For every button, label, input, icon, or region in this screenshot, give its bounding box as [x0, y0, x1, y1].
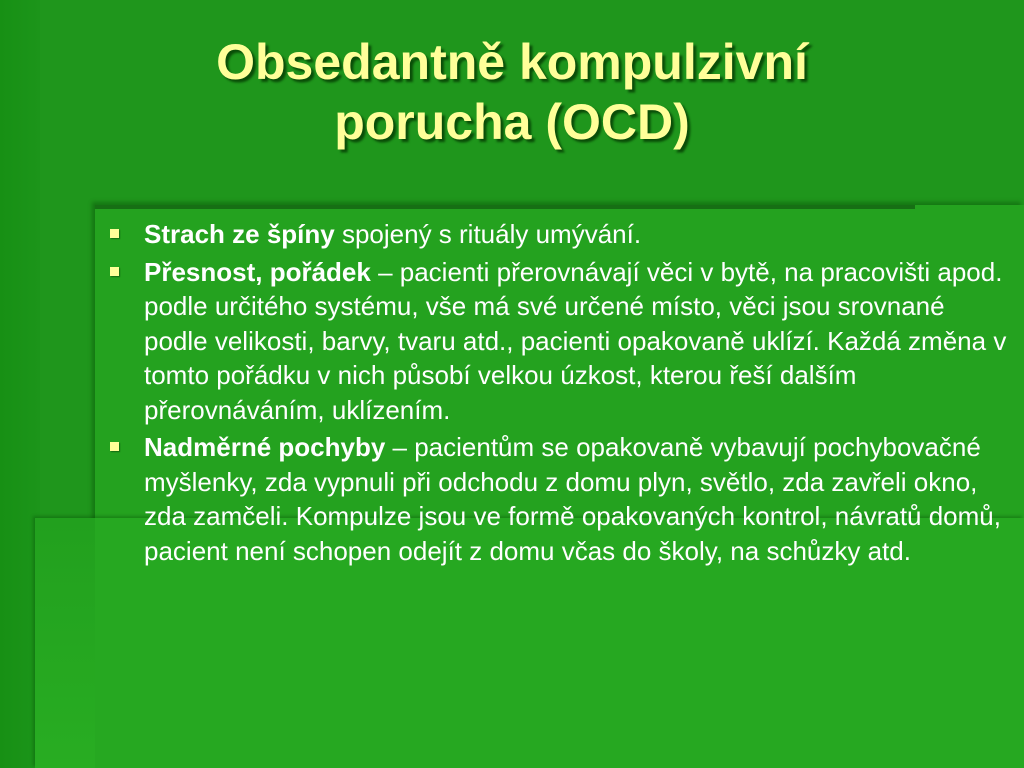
bullet-text: spojený s rituály umývání. [334, 219, 642, 249]
bullet-lead: Nadměrné pochyby [144, 432, 386, 462]
bullet-lead: Přesnost, pořádek [144, 256, 371, 287]
bullet-text: – pacientům se opakovaně vybavují pochybovačné myšlenky, zda vypnuli při odchodu z domu plyn, světlo, zda zavřeli okno, zda zamčeli. Kompulze jsou ve formě opakovaných kontrol, návratů domů, pacient není schopen odejít z domu včas do školy, na schůzky atd. [144, 432, 1001, 566]
square-bullet-icon [110, 442, 119, 451]
background-panel-edge [95, 205, 915, 209]
bullet-item [107, 255, 1007, 428]
slide-title-line-1: Obsedantně kompulzivní [216, 34, 808, 90]
slide-title-line-2: porucha (OCD) [334, 94, 690, 150]
square-bullet-icon [110, 229, 119, 238]
bullet-lead: Strach ze špíny [144, 219, 335, 249]
slide-title [0, 32, 1024, 152]
bullet-item [107, 217, 1007, 252]
bullet-text: – pacienti přerovnávají věci v bytě, na pracovišti apod. podle určitého systému, vše má své určené místo, věci jsou srovnané podle velikosti, barvy, tvaru atd., pacienti opakovaně uklízí. Každá změna v tomto pořádku v nich působí velkou úzkost, kterou řeší dalším přerovnáváním, uklízením. [144, 256, 1007, 425]
bullet-item [107, 430, 1007, 568]
bullet-list [107, 217, 1007, 571]
square-bullet-icon [110, 267, 119, 276]
